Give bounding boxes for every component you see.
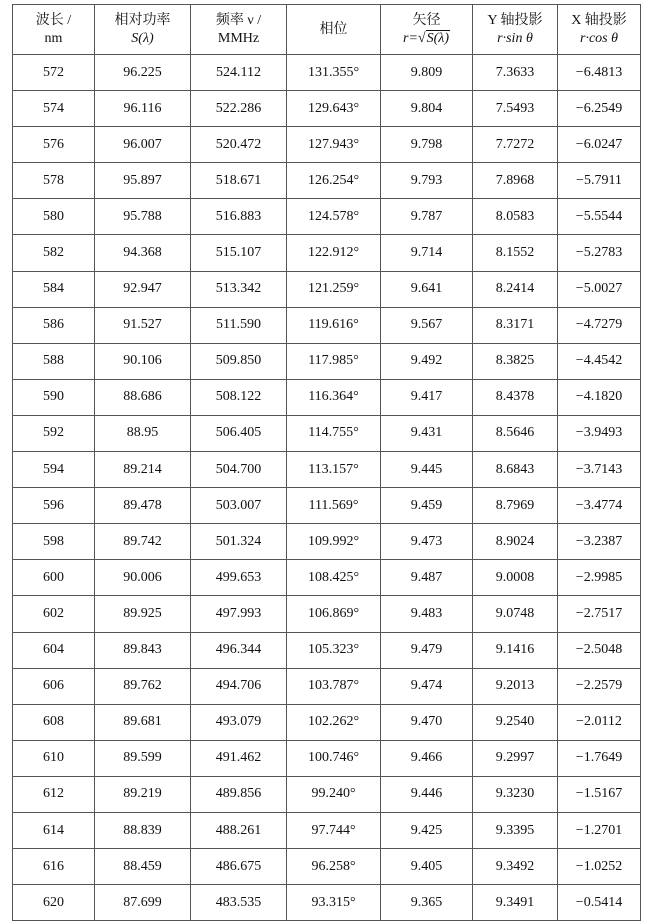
relative-power-cell: 88.686 (95, 379, 191, 415)
table-row (13, 812, 641, 848)
wavelength-cell: 592 (13, 415, 95, 451)
table-row (13, 560, 641, 596)
frequency-cell: 506.405 (191, 415, 287, 451)
phase-cell: 100.746° (287, 740, 381, 776)
y-projection-cell: 8.2414 (473, 271, 558, 307)
phase-cell: 114.755° (287, 415, 381, 451)
radius-cell: 9.431 (381, 415, 473, 451)
radius-cell: 9.641 (381, 271, 473, 307)
table-row (13, 704, 641, 740)
wavelength-cell: 620 (13, 885, 95, 921)
frequency-cell: 494.706 (191, 668, 287, 704)
relative-power-cell: 88.459 (95, 849, 191, 885)
table-row (13, 343, 641, 379)
relative-power-cell: 89.599 (95, 740, 191, 776)
frequency-cell: 493.079 (191, 704, 287, 740)
table-row (13, 271, 641, 307)
wavelength-cell: 572 (13, 55, 95, 91)
x-projection-cell: −2.5048 (558, 632, 641, 668)
table-row (13, 849, 641, 885)
table-row (13, 776, 641, 812)
phase-cell: 127.943° (287, 127, 381, 163)
y-projection-cell: 9.0008 (473, 560, 558, 596)
wavelength-cell: 606 (13, 668, 95, 704)
relative-power-cell: 88.95 (95, 415, 191, 451)
y-projection-cell: 7.3633 (473, 55, 558, 91)
x-projection-cell: −2.9985 (558, 560, 641, 596)
radius-cell: 9.793 (381, 163, 473, 199)
x-projection-cell: −2.7517 (558, 596, 641, 632)
header-phase (287, 5, 381, 55)
radius-cell: 9.798 (381, 127, 473, 163)
radius-cell: 9.492 (381, 343, 473, 379)
frequency-cell: 483.535 (191, 885, 287, 921)
x-projection-cell: −2.0112 (558, 704, 641, 740)
wavelength-cell: 610 (13, 740, 95, 776)
phase-cell: 131.355° (287, 55, 381, 91)
phase-cell: 109.992° (287, 524, 381, 560)
radius-formula-radicand: S(λ) (426, 30, 449, 46)
wavelength-cell: 576 (13, 127, 95, 163)
frequency-cell: 489.856 (191, 776, 287, 812)
y-projection-cell: 8.0583 (473, 199, 558, 235)
relative-power-cell: 89.762 (95, 668, 191, 704)
radius-cell: 9.567 (381, 307, 473, 343)
radius-cell: 9.466 (381, 740, 473, 776)
phase-cell: 93.315° (287, 885, 381, 921)
x-projection-cell: −1.7649 (558, 740, 641, 776)
header-y-projection (473, 5, 558, 55)
phase-cell: 96.258° (287, 849, 381, 885)
x-projection-cell: −2.2579 (558, 668, 641, 704)
frequency-cell: 499.653 (191, 560, 287, 596)
relative-power-cell: 92.947 (95, 271, 191, 307)
phase-cell: 129.643° (287, 91, 381, 127)
phase-cell: 108.425° (287, 560, 381, 596)
phase-cell: 116.364° (287, 379, 381, 415)
phase-cell: 126.254° (287, 163, 381, 199)
relative-power-cell: 91.527 (95, 307, 191, 343)
x-projection-cell: −4.7279 (558, 307, 641, 343)
x-projection-cell: −5.7911 (558, 163, 641, 199)
frequency-cell: 496.344 (191, 632, 287, 668)
wavelength-cell: 604 (13, 632, 95, 668)
y-projection-cell: 9.0748 (473, 596, 558, 632)
frequency-cell: 524.112 (191, 55, 287, 91)
phase-cell: 124.578° (287, 199, 381, 235)
frequency-cell: 504.700 (191, 452, 287, 488)
x-projection-cell: −1.2701 (558, 812, 641, 848)
radius-cell: 9.459 (381, 488, 473, 524)
phase-cell: 103.787° (287, 668, 381, 704)
frequency-cell: 509.850 (191, 343, 287, 379)
x-projection-cell: −3.4774 (558, 488, 641, 524)
y-projection-cell: 9.2013 (473, 668, 558, 704)
frequency-cell: 491.462 (191, 740, 287, 776)
wavelength-cell: 586 (13, 307, 95, 343)
header-radius-vector-formula (381, 30, 472, 48)
y-projection-cell: 8.1552 (473, 235, 558, 271)
radius-cell: 9.714 (381, 235, 473, 271)
relative-power-cell: 95.788 (95, 199, 191, 235)
x-projection-cell: −4.4542 (558, 343, 641, 379)
y-projection-cell: 9.2540 (473, 704, 558, 740)
radius-cell: 9.446 (381, 776, 473, 812)
radius-cell: 9.804 (381, 91, 473, 127)
wavelength-cell: 600 (13, 560, 95, 596)
radius-cell: 9.405 (381, 849, 473, 885)
frequency-cell: 497.993 (191, 596, 287, 632)
x-projection-cell: −3.2387 (558, 524, 641, 560)
phase-cell: 119.616° (287, 307, 381, 343)
table-row (13, 596, 641, 632)
phase-cell: 105.323° (287, 632, 381, 668)
radius-cell: 9.470 (381, 704, 473, 740)
frequency-cell: 511.590 (191, 307, 287, 343)
relative-power-cell: 89.478 (95, 488, 191, 524)
wavelength-cell: 594 (13, 452, 95, 488)
table-row (13, 452, 641, 488)
wavelength-cell: 580 (13, 199, 95, 235)
header-relative-power (95, 5, 191, 55)
header-x-projection-formula: r·cos θ (580, 30, 618, 46)
radius-formula-prefix: r=√ (403, 30, 426, 46)
phase-cell: 113.157° (287, 452, 381, 488)
x-projection-cell: −1.5167 (558, 776, 641, 812)
wavelength-cell: 602 (13, 596, 95, 632)
frequency-cell: 513.342 (191, 271, 287, 307)
radius-cell: 9.417 (381, 379, 473, 415)
relative-power-cell: 90.006 (95, 560, 191, 596)
table-row (13, 885, 641, 921)
x-projection-cell: −5.2783 (558, 235, 641, 271)
radius-cell: 9.487 (381, 560, 473, 596)
y-projection-cell: 9.3395 (473, 812, 558, 848)
header-x-projection (558, 5, 641, 55)
y-projection-cell: 9.1416 (473, 632, 558, 668)
relative-power-cell: 89.219 (95, 776, 191, 812)
table-row (13, 379, 641, 415)
phase-cell: 99.240° (287, 776, 381, 812)
y-projection-cell: 8.9024 (473, 524, 558, 560)
y-projection-cell: 9.3491 (473, 885, 558, 921)
phase-cell: 117.985° (287, 343, 381, 379)
phase-cell: 122.912° (287, 235, 381, 271)
header-wavelength-title: 波长 / (35, 12, 72, 28)
frequency-cell: 516.883 (191, 199, 287, 235)
header-wavelength (13, 5, 95, 55)
wavelength-cell: 578 (13, 163, 95, 199)
header-frequency-unit: MMHz (217, 30, 260, 46)
header-frequency-title: 频率 ν / (215, 12, 262, 28)
header-frequency (191, 5, 287, 55)
radius-cell: 9.809 (381, 55, 473, 91)
relative-power-cell: 89.681 (95, 704, 191, 740)
table-row (13, 632, 641, 668)
table-body (13, 55, 641, 921)
table-row (13, 668, 641, 704)
frequency-cell: 503.007 (191, 488, 287, 524)
x-projection-cell: −3.7143 (558, 452, 641, 488)
x-projection-cell: −0.5414 (558, 885, 641, 921)
y-projection-cell: 9.2997 (473, 740, 558, 776)
x-projection-cell: −1.0252 (558, 849, 641, 885)
y-projection-cell: 8.7969 (473, 488, 558, 524)
frequency-cell: 520.472 (191, 127, 287, 163)
table-row (13, 488, 641, 524)
frequency-cell: 486.675 (191, 849, 287, 885)
phase-cell: 97.744° (287, 812, 381, 848)
wavelength-cell: 596 (13, 488, 95, 524)
radius-cell: 9.473 (381, 524, 473, 560)
relative-power-cell: 95.897 (95, 163, 191, 199)
y-projection-cell: 7.7272 (473, 127, 558, 163)
header-x-projection-title: X 轴投影 (571, 12, 627, 28)
radius-cell: 9.483 (381, 596, 473, 632)
x-projection-cell: −4.1820 (558, 379, 641, 415)
phase-cell: 102.262° (287, 704, 381, 740)
relative-power-cell: 89.925 (95, 596, 191, 632)
relative-power-cell: 96.007 (95, 127, 191, 163)
wavelength-cell: 582 (13, 235, 95, 271)
data-table (12, 4, 641, 921)
table-row (13, 55, 641, 91)
header-radius-vector (381, 5, 473, 55)
relative-power-cell: 90.106 (95, 343, 191, 379)
table-row (13, 199, 641, 235)
header-relative-power-title: 相对功率 (114, 12, 171, 28)
header-relative-power-symbol: S(λ) (131, 30, 154, 46)
table-row (13, 91, 641, 127)
y-projection-cell: 7.5493 (473, 91, 558, 127)
x-projection-cell: −6.0247 (558, 127, 641, 163)
wavelength-cell: 608 (13, 704, 95, 740)
header-row (13, 5, 641, 55)
x-projection-cell: −5.0027 (558, 271, 641, 307)
radius-cell: 9.787 (381, 199, 473, 235)
radius-cell: 9.365 (381, 885, 473, 921)
y-projection-cell: 8.3171 (473, 307, 558, 343)
header-wavelength-unit: nm (44, 30, 63, 46)
table-row (13, 127, 641, 163)
table-row (13, 163, 641, 199)
radius-cell: 9.479 (381, 632, 473, 668)
wavelength-cell: 584 (13, 271, 95, 307)
relative-power-cell: 89.843 (95, 632, 191, 668)
header-y-projection-formula: r·sin θ (497, 30, 533, 46)
frequency-cell: 518.671 (191, 163, 287, 199)
relative-power-cell: 96.116 (95, 91, 191, 127)
x-projection-cell: −3.9493 (558, 415, 641, 451)
table-row (13, 235, 641, 271)
table-row (13, 307, 641, 343)
table-row (13, 524, 641, 560)
wavelength-cell: 574 (13, 91, 95, 127)
wavelength-cell: 598 (13, 524, 95, 560)
frequency-cell: 515.107 (191, 235, 287, 271)
x-projection-cell: −6.4813 (558, 55, 641, 91)
frequency-cell: 522.286 (191, 91, 287, 127)
wavelength-cell: 612 (13, 776, 95, 812)
y-projection-cell: 8.3825 (473, 343, 558, 379)
radius-cell: 9.474 (381, 668, 473, 704)
radius-cell: 9.425 (381, 812, 473, 848)
relative-power-cell: 96.225 (95, 55, 191, 91)
frequency-cell: 488.261 (191, 812, 287, 848)
wavelength-cell: 614 (13, 812, 95, 848)
y-projection-cell: 9.3492 (473, 849, 558, 885)
radius-cell: 9.445 (381, 452, 473, 488)
y-projection-cell: 8.5646 (473, 415, 558, 451)
phase-cell: 111.569° (287, 488, 381, 524)
relative-power-cell: 94.368 (95, 235, 191, 271)
table-row (13, 740, 641, 776)
phase-cell: 121.259° (287, 271, 381, 307)
y-projection-cell: 9.3230 (473, 776, 558, 812)
relative-power-cell: 87.699 (95, 885, 191, 921)
relative-power-cell: 89.214 (95, 452, 191, 488)
relative-power-cell: 89.742 (95, 524, 191, 560)
wavelength-cell: 588 (13, 343, 95, 379)
x-projection-cell: −5.5544 (558, 199, 641, 235)
x-projection-cell: −6.2549 (558, 91, 641, 127)
header-phase-title: 相位 (319, 21, 348, 37)
phase-cell: 106.869° (287, 596, 381, 632)
y-projection-cell: 7.8968 (473, 163, 558, 199)
header-radius-vector-title: 矢径 (412, 12, 441, 28)
table-row (13, 415, 641, 451)
frequency-cell: 508.122 (191, 379, 287, 415)
wavelength-cell: 616 (13, 849, 95, 885)
y-projection-cell: 8.4378 (473, 379, 558, 415)
wavelength-cell: 590 (13, 379, 95, 415)
frequency-cell: 501.324 (191, 524, 287, 560)
y-projection-cell: 8.6843 (473, 452, 558, 488)
header-y-projection-title: Y 轴投影 (487, 12, 543, 28)
relative-power-cell: 88.839 (95, 812, 191, 848)
